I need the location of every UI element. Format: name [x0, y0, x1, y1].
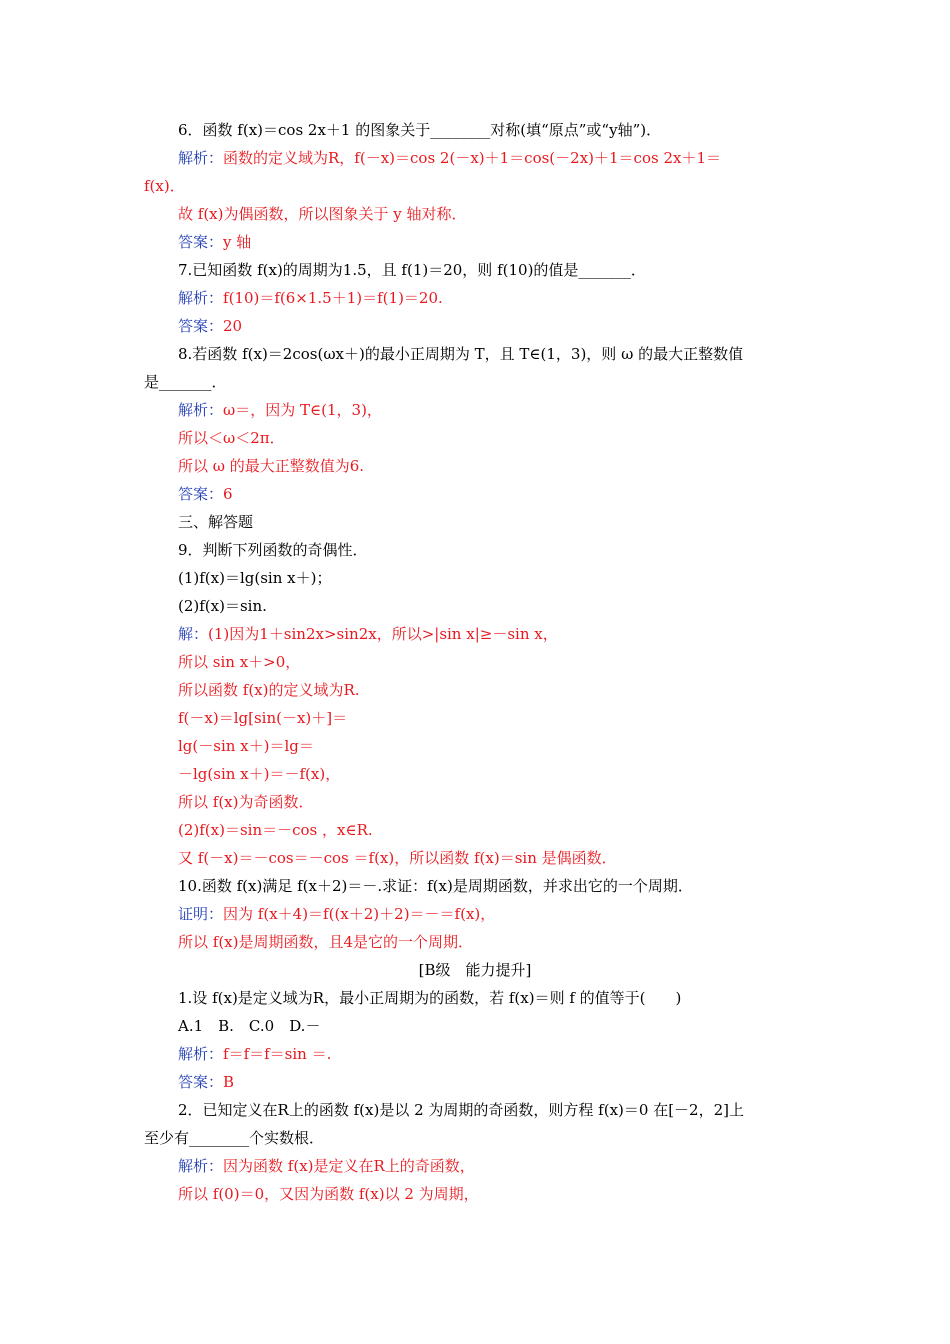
b1-options: A.1 B. C.0 D.－	[178, 1017, 321, 1035]
q9-solution: 解：(1)因为1＋sin2x>sin2x，所以>|sin x|≥－sin x，	[178, 625, 558, 643]
answer-label: 答案：	[178, 1073, 224, 1091]
answer-label: 答案：	[178, 233, 224, 251]
q6-analysis-cont: f(x)．	[144, 177, 185, 195]
answer-label: 答案：	[178, 485, 224, 503]
q10-proof: 证明：因为 f(x＋4)＝f((x＋2)＋2)＝－＝f(x)，	[178, 905, 496, 923]
q9-solution-step: f(－x)＝lg[sin(－x)＋]＝	[178, 709, 348, 727]
q9-solution-step: －lg(sin x＋)＝－f(x)，	[178, 765, 341, 783]
q9-solution-step: (2)f(x)＝sin＝－cos ，x∈R.	[178, 821, 373, 839]
q10-proof-step: 所以 f(x)是周期函数，且4是它的一个周期．	[178, 933, 474, 951]
q8-answer: 答案：6	[178, 485, 233, 503]
b1-answer: 答案：B	[178, 1073, 235, 1091]
b2-analysis: 解析：因为函数 f(x)是定义在R上的奇函数，	[178, 1157, 475, 1175]
analysis-label: 解析：	[178, 1157, 224, 1175]
b2-analysis-step: 所以 f(0)＝0，又因为函数 f(x)以 2 为周期，	[178, 1185, 479, 1203]
q8-analysis-step: 所以＜ω＜2π．	[178, 429, 285, 447]
q9-solution-step: lg(－sin x＋)＝lg＝	[178, 737, 314, 755]
section-heading: 三、解答题	[178, 513, 254, 531]
proof-label: 证明：	[178, 905, 224, 923]
q7-answer: 答案：20	[178, 317, 243, 335]
q6-answer: 答案：y 轴	[178, 233, 252, 251]
q10-stem: 10.函数 f(x)满足 f(x＋2)＝－.求证：f(x)是周期函数，并求出它的一个周期．	[178, 877, 693, 895]
q9-part2: (2)f(x)＝sin.	[178, 597, 267, 615]
q8-analysis: 解析：ω＝，因为 T∈(1，3)，	[178, 401, 382, 419]
q9-solution-step: 又 f(－x)＝－cos＝－cos ＝f(x)，所以函数 f(x)＝sin 是偶函数．	[178, 849, 617, 867]
answer-label: 答案：	[178, 317, 224, 335]
q7-analysis: 解析：f(10)＝f(6×1.5＋1)＝f(1)＝20.	[178, 289, 443, 307]
q9-solution-step: 所以 sin x＋>0，	[178, 653, 301, 671]
analysis-label: 解析：	[178, 401, 224, 419]
q8-stem-cont: 是_______．	[144, 373, 227, 391]
q9-stem: 9．判断下列函数的奇偶性．	[178, 541, 368, 559]
q8-stem: 8.若函数 f(x)＝2cos(ωx＋)的最小正周期为 T，且 T∈(1，3)，则 ω 的最大正整数值	[178, 345, 744, 363]
section-heading-b: [B级 能力提升]	[418, 961, 532, 979]
q6-conclusion: 故 f(x)为偶函数，所以图象关于 y 轴对称．	[178, 205, 467, 223]
q6-stem: 6．函数 f(x)＝cos 2x＋1 的图象关于________对称(填“原点”或“y轴”)．	[178, 121, 662, 139]
q8-analysis-step: 所以 ω 的最大正整数值为6.	[178, 457, 365, 475]
q7-stem: 7.已知函数 f(x)的周期为1.5，且 f(1)＝20，则 f(10)的值是_______．	[178, 261, 646, 279]
analysis-label: 解析：	[178, 1045, 224, 1063]
b2-stem: 2．已知定义在R上的函数 f(x)是以 2 为周期的奇函数，则方程 f(x)＝0 在[－2，2]上	[178, 1101, 744, 1119]
q9-solution-step: 所以 f(x)为奇函数．	[178, 793, 314, 811]
b2-stem-cont: 至少有________个实数根．	[144, 1129, 325, 1147]
analysis-label: 解析：	[178, 149, 224, 167]
solution-label: 解：	[178, 625, 209, 643]
q9-solution-step: 所以函数 f(x)的定义域为R.	[178, 681, 360, 699]
b1-analysis: 解析：f＝f＝f＝sin ＝.	[178, 1045, 332, 1063]
analysis-label: 解析：	[178, 289, 224, 307]
b1-stem: 1.设 f(x)是定义域为R，最小正周期为的函数，若 f(x)＝则 f 的值等于( )	[178, 989, 682, 1007]
q9-part1: (1)f(x)＝lg(sin x＋)；	[178, 569, 332, 587]
q6-analysis: 解析：函数的定义域为R，f(－x)＝cos 2(－x)＋1＝cos(－2x)＋1＝cos 2x＋1＝	[178, 149, 721, 167]
